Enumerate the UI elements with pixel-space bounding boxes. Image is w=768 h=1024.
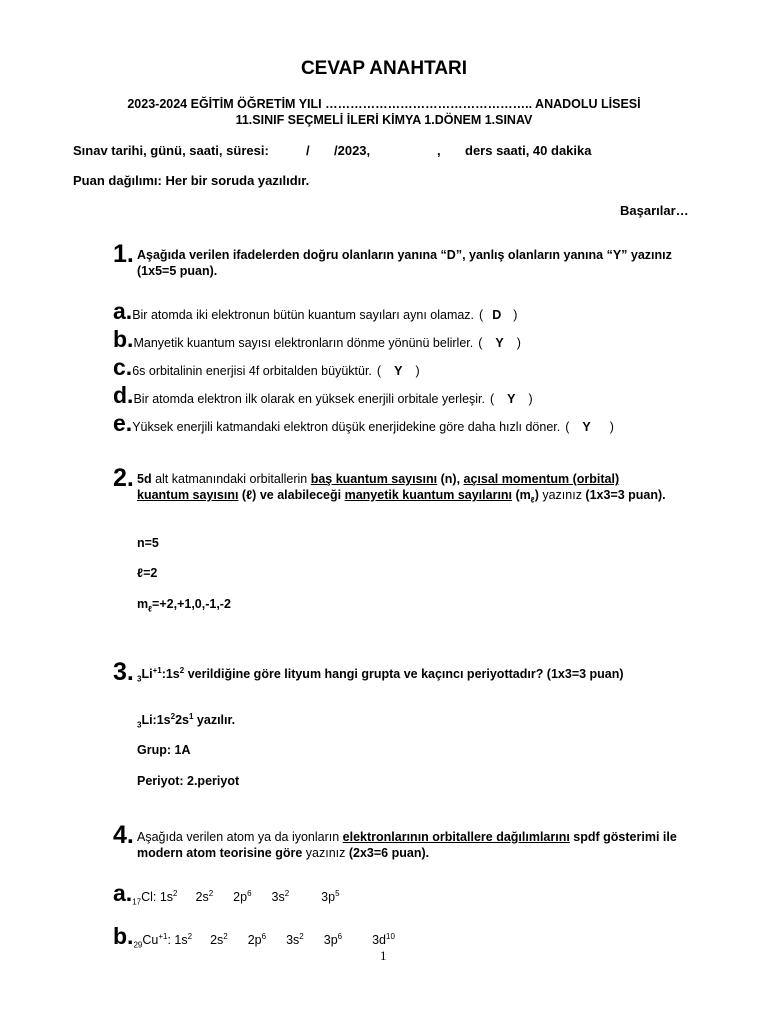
question-4-number: 4. (113, 821, 134, 849)
q1-item-a (113, 300, 517, 324)
q1-item-d (113, 384, 533, 408)
school-header: 2023-2024 EĞİTİM ÖĞRETİM YILI ………………………………………….. ANADOLU LİSESİ (127, 97, 641, 111)
item-letter: e. (113, 410, 133, 436)
paren-close: ) (415, 364, 420, 378)
item-text: Bir atomda iki elektronun bütün kuantum sayıları aynı olamaz. (132, 308, 475, 322)
page-number: 1 (380, 948, 387, 963)
paren-open: ( (490, 392, 495, 406)
orbital: $3p^5$ (321, 888, 340, 904)
question-2-number: 2. (113, 464, 134, 492)
q4-item-a (113, 882, 360, 906)
item-letter: c. (113, 354, 133, 380)
q1-item-b (113, 328, 521, 352)
item-answer: Y (582, 420, 591, 434)
paren-close: ) (516, 336, 521, 350)
question-1-text: Aşağıda verilen ifadelerden doğru olanların yanına “D”, yanlış olanların yanına “Y” yazınız (1x5=5 puan). (137, 248, 672, 278)
orbital: $3p^6$ (323, 931, 343, 947)
cl-config: $_{17}$Cl: $1s^2$ $2s^2$ $2p^6$ $3s^2$ $3p^5$ (132, 888, 340, 907)
paren-close: ) (513, 308, 518, 322)
item-letter: b. (113, 326, 134, 352)
paren-close: ) (609, 420, 614, 434)
exam-info-label: Sınav tarihi, günü, saati, süresi: (73, 143, 269, 158)
paren-close: ) (528, 392, 533, 406)
q2-answer-n: n=5 (137, 536, 159, 550)
q3-answer-config: $_3Li:1s^22s^1$ yazılır. (137, 711, 236, 730)
q2-answer-l: ℓ=2 (137, 566, 158, 580)
cu-config: $_{29}Cu^{+1}$: $1s^2$ $2s^2$ $2p^6$ $3s^2$ $3p^6$ $3d^{10}$ (133, 931, 395, 950)
item-text: Yüksek enerjili katmandaki elektron düşük enerjidekine göre daha hızlı döner. (132, 420, 561, 434)
orbital: $3s^2$ (271, 888, 290, 904)
page-title: CEVAP ANAHTARI (300, 58, 468, 79)
orbital: $3d^{10}$ (372, 931, 395, 947)
paren-open: ( (479, 308, 484, 322)
q1-item-c (113, 356, 420, 380)
paren-open: ( (478, 336, 483, 350)
orbital: $2p^6$ (247, 931, 267, 947)
q1-item-e (113, 412, 614, 436)
question-1-number: 1. (113, 240, 134, 268)
question-3-number: 3. (113, 658, 134, 686)
exam-comma: , (437, 143, 441, 158)
orbital: $2p^6$ (233, 888, 252, 904)
item-text: Manyetik kuantum sayısı elektronların dönme yönünü belirler. (133, 336, 474, 350)
exam-duration: ders saati, 40 dakika (465, 143, 592, 158)
question-4-text: Aşağıda verilen atom ya da iyonların elektronlarının orbitallere dağılımlarını spdf gösterimi ile modern atom teorisine göre yazınız (2x3=6 puan). (137, 830, 677, 860)
item-answer: Y (394, 364, 403, 378)
paren-open: ( (565, 420, 570, 434)
orbital: $2s^2$ (195, 888, 214, 904)
q4-item-b (113, 925, 415, 949)
q3-answer-group: Grup: 1A (137, 743, 191, 757)
item-letter: d. (113, 382, 134, 408)
good-luck: Başarılar… (620, 203, 689, 218)
item-answer: Y (495, 336, 504, 350)
points-info: Puan dağılımı: Her bir soruda yazılıdır. (73, 173, 310, 188)
question-2-text: 5d alt katmanındaki orbitallerin baş kuantum sayısını (n), açısal momentum (orbital) kuantum sayısını (ℓ) ve alabileceği manyetik kuantum sayılarını $(m_\ell)$ yazınız (1x3=3 puan). (137, 472, 666, 505)
orbital: $2s^2$ (210, 931, 228, 947)
q2-answer-ml: $m_\ell=+2,+1,0,-1,-2$ (137, 597, 231, 614)
orbital: $3s^2$ (286, 931, 304, 947)
q3-answer-period: Periyot: 2.periyot (137, 774, 240, 788)
item-letter: a. (113, 298, 133, 324)
item-letter: b. (113, 923, 134, 949)
item-text: 6s orbitalinin enerjisi 4f orbitalden büyüktür. (132, 364, 372, 378)
item-text: Bir atomda elektron ilk olarak en yüksek enerjili orbitale yerleşir. (133, 392, 485, 406)
exam-year: /2023, (334, 143, 371, 158)
exam-date-slash: / (306, 143, 310, 158)
item-answer: Y (507, 392, 516, 406)
item-letter: a. (113, 880, 133, 906)
item-answer: D (492, 308, 502, 322)
paren-open: ( (376, 364, 382, 378)
question-3-text: $_3Li^{+1}:1s^2$ verildiğine göre lityum hangi grupta ve kaçıncı periyottadır? (1x3=3 puan) (137, 665, 624, 684)
exam-header: 11.SINIF SEÇMELİ İLERİ KİMYA 1.DÖNEM 1.SINAV (235, 113, 533, 127)
